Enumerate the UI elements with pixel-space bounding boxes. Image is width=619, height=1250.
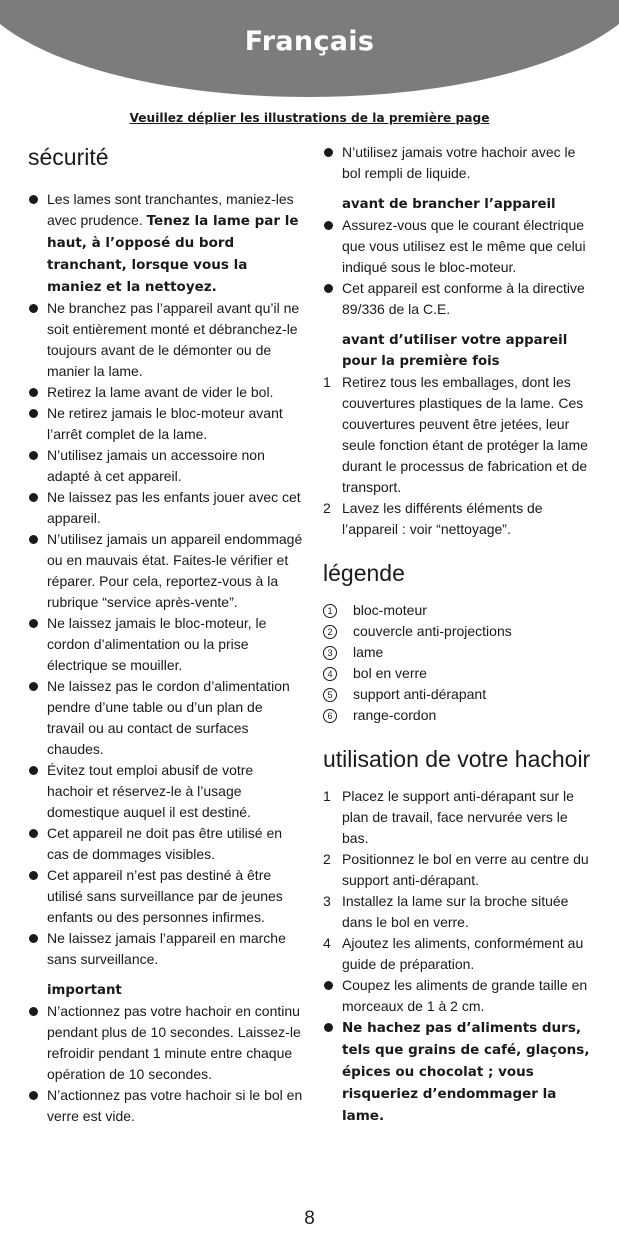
safety-item [28,382,303,403]
securite-title: sécurité [28,144,109,170]
bullet-icon [324,148,333,157]
step-number: 1 [323,788,331,804]
important-list [28,1001,303,1127]
circled-number: 1 [323,604,337,618]
page-number: 8 [304,1208,315,1229]
circled-number: 6 [323,709,337,723]
important-item [28,1085,303,1127]
safety-item [28,676,303,760]
legend-label: bol en verre [353,665,427,681]
safety-item [28,928,303,970]
safety-item [28,403,303,445]
legende-title: légende [323,560,405,586]
language-title: Français [244,26,375,57]
step-number: 3 [323,893,331,909]
brancher-item [323,215,595,278]
bullet-icon [29,451,38,460]
important-item-text: N’utilisez jamais votre hachoir avec le bol rempli de liquide. [342,144,576,181]
step-number: 1 [323,374,331,390]
header-banner [0,0,619,110]
bullet-icon [29,304,38,313]
safety-item-text: Cet appareil n’est pas destiné à être utilisé sans surveillance par de jeunes enfants ou des personnes infirmes. [47,867,283,925]
bullet-icon [29,682,38,691]
safety-item [28,445,303,487]
premiere-step [323,372,595,498]
premiere-heading: avant d’utiliser votre appareil pour la première fois [342,333,568,369]
legend-label: bloc-moteur [353,602,427,618]
utilisation-step-text: Positionnez le bol en verre au centre du support anti-dérapant. [342,851,589,888]
bullet-icon [324,284,333,293]
step-number: 2 [323,851,331,867]
utilisation-step-text: Ajoutez les aliments, conformément au guide de préparation. [342,935,584,972]
utilisation-step [323,786,595,849]
utilisation-step-text: Installez la lame sur la broche située dans le bol en verre. [342,893,569,930]
safety-item-text: Ne laissez jamais l’appareil en marche sans surveillance. [47,930,286,967]
utilisation-steps [323,786,595,975]
utilisation-bullets [323,975,595,1127]
legend-list [323,600,595,726]
circled-number: 4 [323,667,337,681]
important-item-text: N’actionnez pas votre hachoir si le bol en verre est vide. [47,1087,303,1124]
legend-item [323,600,595,621]
safety-item [28,487,303,529]
bullet-icon [29,871,38,880]
circled-number: 3 [323,646,337,660]
safety-item-text: Évitez tout emploi abusif de votre hachoir et réservez-le à l’usage domestique auquel il est destiné. [47,762,254,820]
step-number: 2 [323,500,331,516]
brancher-heading: avant de brancher l’appareil [342,197,556,212]
premiere-list [323,372,595,540]
safety-item [28,298,303,382]
safety-item [28,865,303,928]
utilisation-bullet [323,975,595,1017]
safety-item-text: Ne branchez pas l’appareil avant qu’il ne soit entièrement monté et débranchez-le toujours avant de le démonter ou de manier la lame. [47,300,300,379]
circled-number: 2 [323,625,337,639]
legend-label: support anti-dérapant [353,686,487,702]
bullet-icon [29,388,38,397]
brancher-list [323,215,595,320]
utilisation-step-text: Placez le support anti-dérapant sur le plan de travail, face nervurée vers le bas. [342,788,574,846]
left-column [28,142,303,1127]
premiere-step-text: Lavez les différents éléments de l’appareil : voir “nettoyage”. [342,500,543,537]
bullet-icon [29,409,38,418]
brancher-item-text: Assurez-vous que le courant électrique que vous utilisez est le même que celui indiqué sous le bloc-moteur. [342,217,586,275]
bullet-icon [29,829,38,838]
right-column [323,142,595,1127]
legend-label: lame [353,644,384,660]
warning-text: Ne hachez pas d’aliments durs, tels que grains de café, glaçons, épices ou chocolat ; vous risqueriez d’endommager la lame. [342,1020,590,1124]
utilisation-title: utilisation de votre hachoir [323,746,591,772]
utilisation-bullet-text: Coupez les aliments de grande taille en morceaux de 1 à 2 cm. [342,977,588,1014]
safety-item-text: Ne laissez jamais le bloc-moteur, le cordon d’alimentation ou la prise électrique se mouiller. [47,615,267,673]
safety-item-text: Ne laissez pas le cordon d’alimentation pendre d’une table ou d’un plan de travail ou au contact de surfaces chaudes. [47,678,290,757]
legend-item [323,663,595,684]
important-item-text: N’actionnez pas votre hachoir en continu pendant plus de 10 secondes. Laissez-le refroidir pendant 1 minute entre chaque opération de 10 secondes. [47,1003,301,1082]
safety-item-emphasis: Tenez la lame par le haut, à l’opposé du bord tranchant, lorsque vous la maniez et la nettoyez. [47,213,299,295]
important-list-continued [323,142,595,184]
bullet-icon [29,1091,38,1100]
bullet-icon [324,221,333,230]
warning-item [323,1017,595,1127]
safety-item [28,613,303,676]
bullet-icon [29,535,38,544]
legend-item [323,705,595,726]
brancher-item [323,278,595,320]
bullet-icon [29,766,38,775]
safety-item-text: Les lames sont tranchantes, maniez-les avec prudence. [47,191,294,228]
bullet-icon [29,934,38,943]
safety-item [28,823,303,865]
bullet-icon [324,1023,333,1032]
safety-item-text: Ne retirez jamais le bloc-moteur avant l’arrêt complet de la lame. [47,405,283,442]
legend-item [323,642,595,663]
safety-item-text: N’utilisez jamais un appareil endommagé ou en mauvais état. Faites-le vérifier et réparer. Pour cela, reportez-vous à la rubrique “service après-vente”. [47,531,303,610]
premiere-step [323,498,595,540]
bullet-icon [29,195,38,204]
legend-label: couvercle anti-projections [353,623,512,639]
important-item [323,142,595,184]
safety-item [28,760,303,823]
safety-item-text: Ne laissez pas les enfants jouer avec cet appareil. [47,489,301,526]
bullet-icon [324,981,333,990]
legend-item [323,684,595,705]
bullet-icon [29,619,38,628]
important-item [28,1001,303,1085]
legend-item [323,621,595,642]
spacer [323,540,595,558]
step-number: 4 [323,935,331,951]
brancher-item-text: Cet appareil est conforme à la directive 89/336 de la C.E. [342,280,585,317]
spacer [323,726,595,744]
safety-item-text: Cet appareil ne doit pas être utilisé en cas de dommages visibles. [47,825,283,862]
circled-number: 5 [323,688,337,702]
legend-label: range-cordon [353,707,437,723]
utilisation-step [323,891,595,933]
bullet-icon [29,1007,38,1016]
safety-item [28,189,303,298]
fold-out-instruction: Veuillez déplier les illustrations de la première page [129,111,490,125]
safety-item-text: Retirez la lame avant de vider le bol. [47,384,274,400]
utilisation-step [323,849,595,891]
safety-item [28,529,303,613]
bullet-icon [29,493,38,502]
important-heading: important [47,983,122,998]
safety-item-text: N’utilisez jamais un accessoire non adapté à cet appareil. [47,447,265,484]
premiere-step-text: Retirez tous les emballages, dont les couvertures plastiques de la lame. Ces couvertures peuvent être jetées, leur seule fonction étant de protéger la lame durant le processus de fabrication et de transport. [342,374,588,495]
utilisation-step [323,933,595,975]
safety-list [28,189,303,970]
